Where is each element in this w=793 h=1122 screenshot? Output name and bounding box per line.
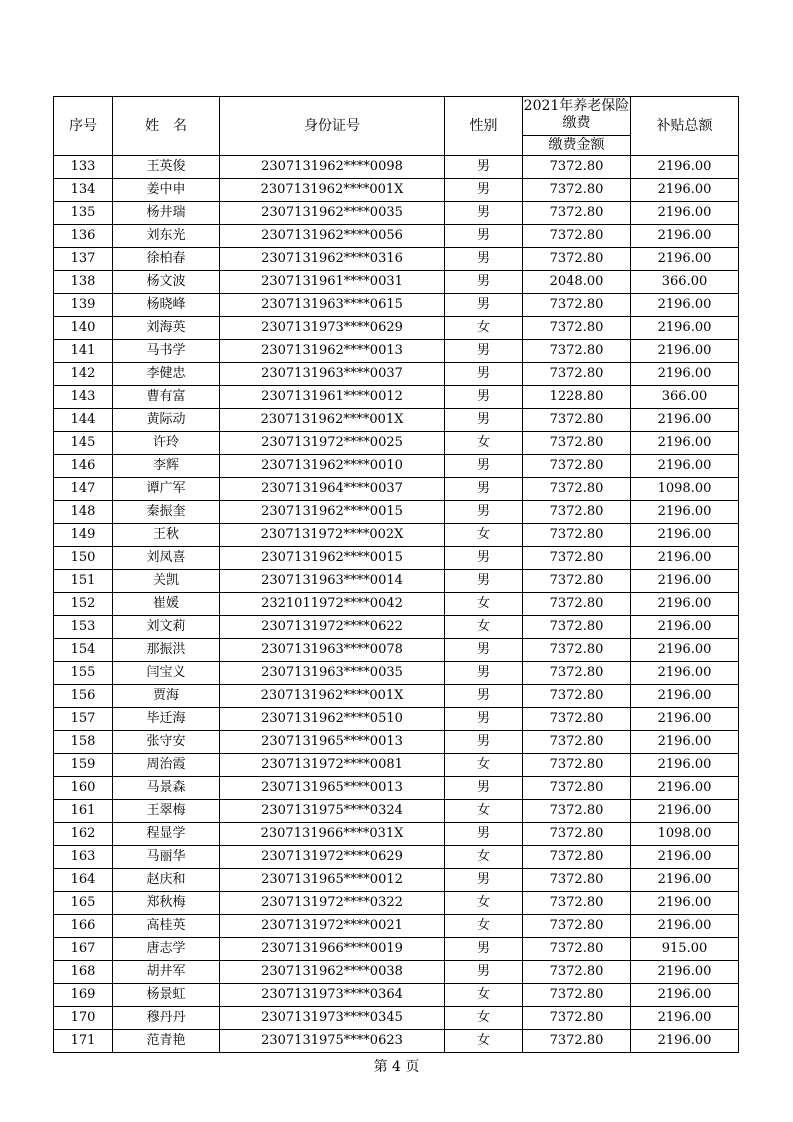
table-row <box>54 915 739 938</box>
cell-gender: 女 <box>445 1007 523 1030</box>
cell-gender: 男 <box>445 961 523 984</box>
cell-id-number: 2307131973****0345 <box>220 1007 445 1030</box>
cell-subsidy: 2196.00 <box>631 340 739 363</box>
table-row <box>54 202 739 225</box>
cell-premium: 7372.80 <box>523 846 631 869</box>
cell-premium: 7372.80 <box>523 363 631 386</box>
cell-subsidy: 2196.00 <box>631 593 739 616</box>
cell-name: 杨文波 <box>113 271 220 294</box>
cell-gender: 男 <box>445 685 523 708</box>
header-premium-amount: 缴费金额 <box>523 135 630 155</box>
cell-gender: 女 <box>445 754 523 777</box>
cell-subsidy: 2196.00 <box>631 1030 739 1053</box>
cell-subsidy: 2196.00 <box>631 547 739 570</box>
cell-seq: 164 <box>54 869 113 892</box>
cell-name: 马丽华 <box>113 846 220 869</box>
cell-seq: 168 <box>54 961 113 984</box>
cell-seq: 144 <box>54 409 113 432</box>
cell-id-number: 2307131962****0015 <box>220 547 445 570</box>
cell-subsidy: 2196.00 <box>631 294 739 317</box>
cell-id-number: 2307131962****001X <box>220 685 445 708</box>
cell-name: 刘文莉 <box>113 616 220 639</box>
cell-gender: 男 <box>445 202 523 225</box>
header-id-number: 身份证号 <box>220 97 445 156</box>
cell-name: 李健忠 <box>113 363 220 386</box>
cell-name: 秦振奎 <box>113 501 220 524</box>
cell-name: 高桂英 <box>113 915 220 938</box>
cell-subsidy: 2196.00 <box>631 984 739 1007</box>
cell-id-number: 2307131962****0098 <box>220 156 445 179</box>
table-header <box>54 97 739 156</box>
cell-id-number: 2307131973****0629 <box>220 317 445 340</box>
table-row <box>54 823 739 846</box>
cell-id-number: 2307131963****0615 <box>220 294 445 317</box>
cell-id-number: 2307131962****0056 <box>220 225 445 248</box>
cell-seq: 153 <box>54 616 113 639</box>
cell-seq: 135 <box>54 202 113 225</box>
cell-premium: 7372.80 <box>523 915 631 938</box>
cell-subsidy: 366.00 <box>631 386 739 409</box>
cell-name: 谭广军 <box>113 478 220 501</box>
cell-gender: 男 <box>445 271 523 294</box>
cell-id-number: 2307131965****0013 <box>220 777 445 800</box>
cell-premium: 7372.80 <box>523 984 631 1007</box>
cell-name: 那振洪 <box>113 639 220 662</box>
header-subsidy-total: 补贴总额 <box>631 97 739 156</box>
cell-id-number: 2307131963****0035 <box>220 662 445 685</box>
table-body <box>54 156 739 1053</box>
cell-premium: 7372.80 <box>523 294 631 317</box>
cell-premium: 1228.80 <box>523 386 631 409</box>
cell-gender: 女 <box>445 846 523 869</box>
cell-gender: 女 <box>445 892 523 915</box>
cell-seq: 158 <box>54 731 113 754</box>
table-row <box>54 156 739 179</box>
cell-gender: 男 <box>445 179 523 202</box>
cell-id-number: 2307131962****001X <box>220 409 445 432</box>
table-row <box>54 225 739 248</box>
cell-premium: 7372.80 <box>523 662 631 685</box>
cell-subsidy: 2196.00 <box>631 800 739 823</box>
cell-subsidy: 366.00 <box>631 271 739 294</box>
cell-gender: 男 <box>445 248 523 271</box>
cell-gender: 女 <box>445 915 523 938</box>
cell-gender: 男 <box>445 386 523 409</box>
cell-gender: 男 <box>445 294 523 317</box>
cell-id-number: 2307131965****0013 <box>220 731 445 754</box>
cell-seq: 161 <box>54 800 113 823</box>
cell-seq: 148 <box>54 501 113 524</box>
cell-name: 马书学 <box>113 340 220 363</box>
cell-seq: 142 <box>54 363 113 386</box>
cell-gender: 男 <box>445 662 523 685</box>
cell-seq: 156 <box>54 685 113 708</box>
cell-premium: 7372.80 <box>523 1007 631 1030</box>
cell-name: 王英俊 <box>113 156 220 179</box>
cell-name: 马景森 <box>113 777 220 800</box>
cell-subsidy: 2196.00 <box>631 915 739 938</box>
cell-seq: 145 <box>54 432 113 455</box>
cell-name: 关凯 <box>113 570 220 593</box>
cell-seq: 166 <box>54 915 113 938</box>
cell-premium: 7372.80 <box>523 869 631 892</box>
cell-subsidy: 2196.00 <box>631 317 739 340</box>
cell-name: 王秋 <box>113 524 220 547</box>
cell-name: 范青艳 <box>113 1030 220 1053</box>
cell-gender: 男 <box>445 225 523 248</box>
table-row <box>54 846 739 869</box>
cell-subsidy: 2196.00 <box>631 1007 739 1030</box>
header-gender: 性别 <box>445 97 523 156</box>
cell-premium: 7372.80 <box>523 708 631 731</box>
cell-id-number: 2307131972****002X <box>220 524 445 547</box>
table-row <box>54 271 739 294</box>
table-row <box>54 524 739 547</box>
cell-seq: 147 <box>54 478 113 501</box>
table-row <box>54 869 739 892</box>
table-row <box>54 409 739 432</box>
cell-id-number: 2307131962****0316 <box>220 248 445 271</box>
cell-name: 杨晓峰 <box>113 294 220 317</box>
table-row <box>54 1007 739 1030</box>
cell-name: 程显学 <box>113 823 220 846</box>
table-row <box>54 340 739 363</box>
table-row <box>54 294 739 317</box>
page-number: 第 4 页 <box>373 1059 420 1075</box>
cell-premium: 7372.80 <box>523 685 631 708</box>
cell-seq: 154 <box>54 639 113 662</box>
cell-gender: 女 <box>445 524 523 547</box>
cell-gender: 男 <box>445 777 523 800</box>
cell-subsidy: 2196.00 <box>631 225 739 248</box>
header-premium <box>523 97 631 156</box>
cell-subsidy: 2196.00 <box>631 570 739 593</box>
cell-subsidy: 2196.00 <box>631 846 739 869</box>
cell-name: 唐志学 <box>113 938 220 961</box>
cell-premium: 7372.80 <box>523 225 631 248</box>
cell-premium: 7372.80 <box>523 570 631 593</box>
cell-subsidy: 2196.00 <box>631 409 739 432</box>
table-row <box>54 593 739 616</box>
cell-id-number: 2307131962****0510 <box>220 708 445 731</box>
cell-id-number: 2307131962****0010 <box>220 455 445 478</box>
cell-subsidy: 2196.00 <box>631 524 739 547</box>
cell-premium: 7372.80 <box>523 501 631 524</box>
cell-subsidy: 2196.00 <box>631 777 739 800</box>
cell-name: 赵庆和 <box>113 869 220 892</box>
cell-id-number: 2307131962****0015 <box>220 501 445 524</box>
cell-seq: 167 <box>54 938 113 961</box>
cell-subsidy: 2196.00 <box>631 754 739 777</box>
table-row <box>54 179 739 202</box>
cell-premium: 7372.80 <box>523 524 631 547</box>
cell-seq: 157 <box>54 708 113 731</box>
cell-premium: 7372.80 <box>523 432 631 455</box>
cell-subsidy: 2196.00 <box>631 156 739 179</box>
cell-seq: 143 <box>54 386 113 409</box>
table-row <box>54 386 739 409</box>
cell-seq: 149 <box>54 524 113 547</box>
cell-seq: 151 <box>54 570 113 593</box>
table-row <box>54 777 739 800</box>
cell-premium: 7372.80 <box>523 938 631 961</box>
table-row <box>54 455 739 478</box>
cell-id-number: 2307131973****0364 <box>220 984 445 1007</box>
cell-gender: 女 <box>445 317 523 340</box>
cell-gender: 男 <box>445 938 523 961</box>
cell-name: 刘东光 <box>113 225 220 248</box>
cell-subsidy: 915.00 <box>631 938 739 961</box>
cell-subsidy: 1098.00 <box>631 478 739 501</box>
cell-premium: 7372.80 <box>523 248 631 271</box>
cell-premium: 7372.80 <box>523 547 631 570</box>
cell-gender: 女 <box>445 1030 523 1053</box>
cell-id-number: 2307131972****0021 <box>220 915 445 938</box>
cell-seq: 171 <box>54 1030 113 1053</box>
table-row <box>54 547 739 570</box>
cell-id-number: 2307131966****0019 <box>220 938 445 961</box>
cell-premium: 7372.80 <box>523 823 631 846</box>
cell-premium: 7372.80 <box>523 961 631 984</box>
cell-id-number: 2307131962****0035 <box>220 202 445 225</box>
cell-name: 李辉 <box>113 455 220 478</box>
header-premium-title: 2021年养老保险缴费 <box>523 98 630 131</box>
table-row <box>54 892 739 915</box>
cell-gender: 男 <box>445 639 523 662</box>
table-row <box>54 317 739 340</box>
cell-premium: 7372.80 <box>523 202 631 225</box>
table-row <box>54 662 739 685</box>
table-row <box>54 1030 739 1053</box>
table-row <box>54 961 739 984</box>
cell-subsidy: 2196.00 <box>631 662 739 685</box>
table-row <box>54 616 739 639</box>
cell-subsidy: 2196.00 <box>631 432 739 455</box>
cell-seq: 160 <box>54 777 113 800</box>
cell-gender: 男 <box>445 156 523 179</box>
table-row <box>54 570 739 593</box>
table-row <box>54 984 739 1007</box>
cell-seq: 155 <box>54 662 113 685</box>
cell-id-number: 2307131963****0037 <box>220 363 445 386</box>
cell-seq: 133 <box>54 156 113 179</box>
cell-id-number: 2307131963****0078 <box>220 639 445 662</box>
cell-name: 穆丹丹 <box>113 1007 220 1030</box>
cell-name: 周治霞 <box>113 754 220 777</box>
cell-subsidy: 2196.00 <box>631 179 739 202</box>
cell-id-number: 2307131972****0622 <box>220 616 445 639</box>
table-row <box>54 248 739 271</box>
table-row <box>54 754 739 777</box>
cell-gender: 男 <box>445 501 523 524</box>
cell-gender: 男 <box>445 340 523 363</box>
cell-premium: 7372.80 <box>523 317 631 340</box>
cell-seq: 150 <box>54 547 113 570</box>
cell-name: 张守安 <box>113 731 220 754</box>
cell-gender: 女 <box>445 593 523 616</box>
cell-gender: 男 <box>445 409 523 432</box>
header-seq: 序号 <box>54 97 113 156</box>
cell-name: 黄际动 <box>113 409 220 432</box>
cell-name: 姜中申 <box>113 179 220 202</box>
cell-gender: 女 <box>445 984 523 1007</box>
cell-subsidy: 2196.00 <box>631 455 739 478</box>
cell-id-number: 2321011972****0042 <box>220 593 445 616</box>
cell-seq: 134 <box>54 179 113 202</box>
cell-gender: 男 <box>445 708 523 731</box>
table-row <box>54 501 739 524</box>
table-row <box>54 708 739 731</box>
cell-premium: 7372.80 <box>523 593 631 616</box>
cell-seq: 170 <box>54 1007 113 1030</box>
cell-subsidy: 2196.00 <box>631 961 739 984</box>
cell-subsidy: 2196.00 <box>631 363 739 386</box>
cell-premium: 7372.80 <box>523 455 631 478</box>
cell-premium: 7372.80 <box>523 409 631 432</box>
cell-id-number: 2307131972****0025 <box>220 432 445 455</box>
cell-subsidy: 2196.00 <box>631 616 739 639</box>
cell-name: 闫宝义 <box>113 662 220 685</box>
cell-premium: 7372.80 <box>523 478 631 501</box>
cell-name: 毕迁海 <box>113 708 220 731</box>
table-row <box>54 938 739 961</box>
cell-name: 杨景虹 <box>113 984 220 1007</box>
subsidy-roster-table <box>53 96 739 1053</box>
cell-premium: 7372.80 <box>523 777 631 800</box>
cell-premium: 7372.80 <box>523 340 631 363</box>
cell-gender: 男 <box>445 731 523 754</box>
cell-id-number: 2307131966****031X <box>220 823 445 846</box>
cell-premium: 7372.80 <box>523 800 631 823</box>
cell-subsidy: 1098.00 <box>631 823 739 846</box>
cell-subsidy: 2196.00 <box>631 869 739 892</box>
cell-seq: 162 <box>54 823 113 846</box>
cell-premium: 7372.80 <box>523 1030 631 1053</box>
cell-subsidy: 2196.00 <box>631 202 739 225</box>
cell-premium: 7372.80 <box>523 892 631 915</box>
cell-name: 杨井瑞 <box>113 202 220 225</box>
cell-name: 许玲 <box>113 432 220 455</box>
cell-premium: 7372.80 <box>523 616 631 639</box>
cell-id-number: 2307131975****0623 <box>220 1030 445 1053</box>
table-row <box>54 432 739 455</box>
cell-gender: 女 <box>445 432 523 455</box>
cell-premium: 7372.80 <box>523 179 631 202</box>
cell-seq: 140 <box>54 317 113 340</box>
cell-name: 崔媛 <box>113 593 220 616</box>
cell-gender: 男 <box>445 455 523 478</box>
cell-id-number: 2307131962****0013 <box>220 340 445 363</box>
table-row <box>54 731 739 754</box>
cell-seq: 169 <box>54 984 113 1007</box>
cell-id-number: 2307131962****0038 <box>220 961 445 984</box>
cell-seq: 163 <box>54 846 113 869</box>
cell-subsidy: 2196.00 <box>631 248 739 271</box>
cell-gender: 男 <box>445 547 523 570</box>
cell-name: 王翠梅 <box>113 800 220 823</box>
cell-gender: 男 <box>445 363 523 386</box>
cell-id-number: 2307131961****0031 <box>220 271 445 294</box>
cell-seq: 152 <box>54 593 113 616</box>
table-row <box>54 363 739 386</box>
cell-premium: 7372.80 <box>523 754 631 777</box>
cell-gender: 男 <box>445 570 523 593</box>
cell-seq: 136 <box>54 225 113 248</box>
cell-name: 郑秋梅 <box>113 892 220 915</box>
cell-id-number: 2307131972****0322 <box>220 892 445 915</box>
cell-id-number: 2307131975****0324 <box>220 800 445 823</box>
cell-id-number: 2307131961****0012 <box>220 386 445 409</box>
table-row <box>54 639 739 662</box>
header-name: 姓 名 <box>113 97 220 156</box>
cell-seq: 165 <box>54 892 113 915</box>
cell-premium: 7372.80 <box>523 156 631 179</box>
cell-name: 曹有富 <box>113 386 220 409</box>
cell-id-number: 2307131963****0014 <box>220 570 445 593</box>
cell-seq: 159 <box>54 754 113 777</box>
cell-subsidy: 2196.00 <box>631 708 739 731</box>
cell-name: 刘海英 <box>113 317 220 340</box>
cell-name: 胡井军 <box>113 961 220 984</box>
cell-name: 徐柏春 <box>113 248 220 271</box>
cell-name: 刘凤喜 <box>113 547 220 570</box>
cell-id-number: 2307131964****0037 <box>220 478 445 501</box>
cell-id-number: 2307131972****0081 <box>220 754 445 777</box>
cell-subsidy: 2196.00 <box>631 892 739 915</box>
cell-premium: 7372.80 <box>523 639 631 662</box>
cell-subsidy: 2196.00 <box>631 731 739 754</box>
cell-gender: 女 <box>445 800 523 823</box>
cell-gender: 女 <box>445 616 523 639</box>
cell-seq: 146 <box>54 455 113 478</box>
cell-id-number: 2307131962****001X <box>220 179 445 202</box>
table-row <box>54 478 739 501</box>
cell-seq: 141 <box>54 340 113 363</box>
cell-gender: 男 <box>445 823 523 846</box>
cell-subsidy: 2196.00 <box>631 685 739 708</box>
cell-gender: 男 <box>445 869 523 892</box>
table-row <box>54 800 739 823</box>
cell-premium: 7372.80 <box>523 731 631 754</box>
cell-gender: 男 <box>445 478 523 501</box>
cell-subsidy: 2196.00 <box>631 639 739 662</box>
cell-premium: 2048.00 <box>523 271 631 294</box>
cell-seq: 139 <box>54 294 113 317</box>
table-row <box>54 685 739 708</box>
cell-id-number: 2307131965****0012 <box>220 869 445 892</box>
cell-seq: 138 <box>54 271 113 294</box>
cell-name: 贾海 <box>113 685 220 708</box>
cell-subsidy: 2196.00 <box>631 501 739 524</box>
cell-id-number: 2307131972****0629 <box>220 846 445 869</box>
cell-seq: 137 <box>54 248 113 271</box>
